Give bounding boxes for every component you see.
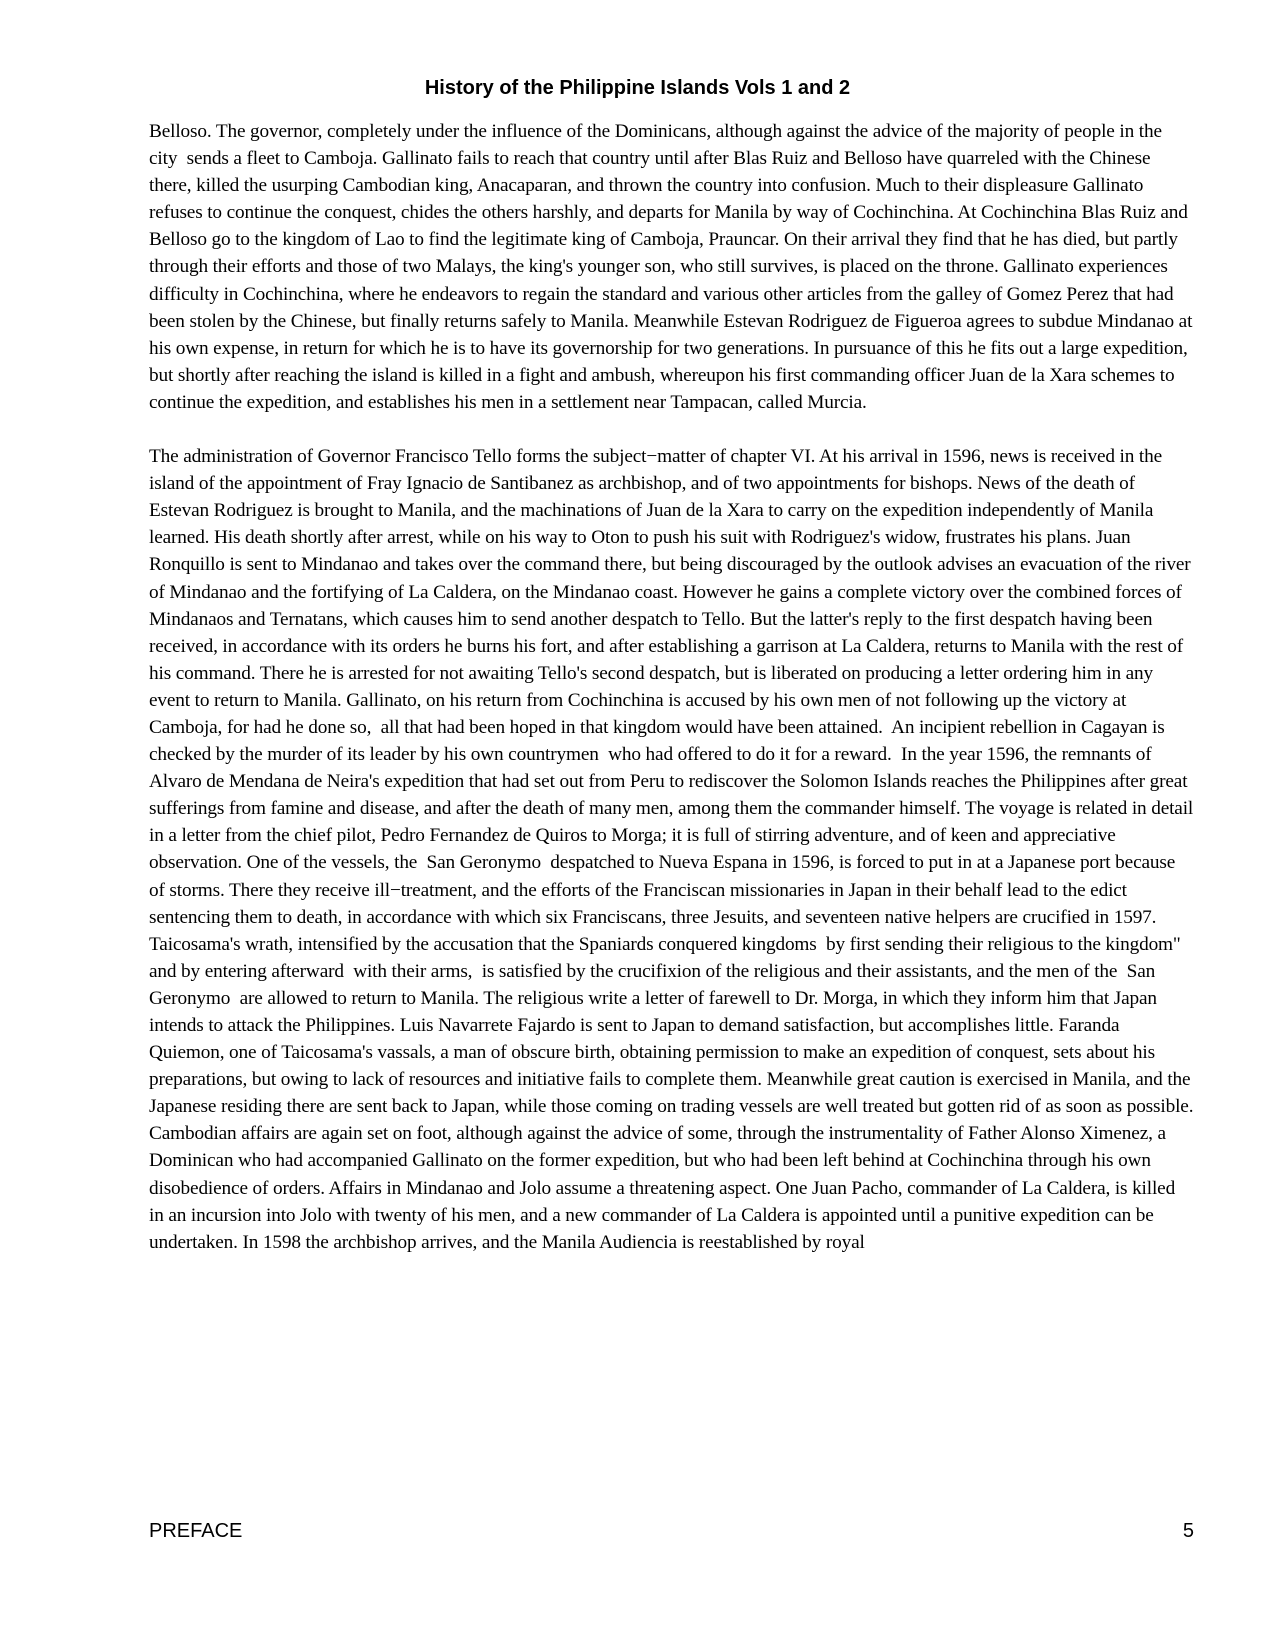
footer-section-label: PREFACE bbox=[149, 1520, 243, 1542]
paragraph-2: The administration of Governor Francisco Tello forms the subject−matter of chapter VI. At his arrival in 1596, news is received in the island of the appointment of Fray Ignacio de Santibanez as archbishop, and of two appointments for bishops. News of the death of Estevan Rodriguez is brought to Manila, and the machinations of Juan de la Xara to carry on the expedition independently of Manila learned. His death shortly after arrest, while on his way to Oton to push his suit with Rodriguez's widow, frustrates his plans. Juan Ronquillo is sent to Mindanao and takes over the command there, but being discouraged by the outlook advises an evacuation of the river of Mindanao and the fortifying of La Caldera, on the Mindanao coast. However he gains a complete victory over the combined forces of Mindanaos and Ternatans, which causes him to send another despatch to Tello. But the latter's reply to the first despatch having been received, in accordance with its orders he burns his fort, and after establishing a garrison at La Caldera, returns to Manila with the rest of his command. There he is arrested for not awaiting Tello's second despatch, but is liberated on producing a letter ordering him in any event to return to Manila. Gallinato, on his return from Cochinchina is accused by his own men of not following up the victory at Camboja, for had he done so, all that had been hoped in that kingdom would have been attained. An incipient rebellion in Cagayan is checked by the murder of its leader by his own countrymen who had offered to do it for a reward. In the year 1596, the remnants of Alvaro de Mendana de Neira's expedition that had set out from Peru to rediscover the Solomon Islands reaches the Philippines after great sufferings from famine and disease, and after the death of many men, among them the commander himself. The voyage is related in detail in a letter from the chief pilot, Pedro Fernandez de Quiros to Morga; it is full of stirring adventure, and of keen and appreciative observation. One of the vessels, the San Geronymo despatched to Nueva Espana in 1596, is forced to put in at a Japanese port because of storms. There they receive ill−treatment, and the efforts of the Franciscan missionaries in Japan in their behalf lead to the edict sentencing them to death, in accordance with which six Franciscans, three Jesuits, and seventeen native helpers are crucified in 1597. Taicosama's wrath, intensified by the accusation that the Spaniards conquered kingdoms by first sending their religious to the kingdom" and by entering afterward with their arms, is satisfied by the crucifixion of the religious and their assistants, and the men of the San Geronymo are allowed to return to Manila. The religious write a letter of farewell to Dr. Morga, in which they inform him that Japan intends to attack the Philippines. Luis Navarrete Fajardo is sent to Japan to demand satisfaction, but accomplishes little. Faranda Quiemon, one of Taicosama's vassals, a man of obscure birth, obtaining permission to make an expedition of conquest, sets about his preparations, but owing to lack of resources and initiative fails to complete them. Meanwhile great caution is exercised in Manila, and the Japanese residing there are sent back to Japan, while those coming on trading vessels are well treated but gotten rid of as soon as possible. Cambodian affairs are again set on foot, although against the advice of some, through the instrumentality of Father Alonso Ximenez, a Dominican who had accompanied Gallinato on the former expedition, but who had been left behind at Cochinchina through his own disobedience of orders. Affairs in Mindanao and Jolo assume a threatening aspect. One Juan Pacho, commander of La Caldera, is killed in an incursion into Jolo with twenty of his men, and a new commander of La Caldera is appointed until a punitive expedition can be undertaken. In 1598 the archbishop arrives, and the Manila Audiencia is reestablished by royal bbox=[149, 446, 1199, 1253]
page-footer bbox=[149, 1518, 1194, 1544]
footer-page-number: 5 bbox=[1182, 1520, 1194, 1542]
body-text bbox=[149, 118, 1199, 1256]
paragraph-1: Belloso. The governor, completely under the influence of the Dominicans, although against the advice of the majority of people in the city sends a fleet to Camboja. Gallinato fails to reach that country until after Blas Ruiz and Belloso have quarreled with the Chinese there, killed the usurping Cambodian king, Anacaparan, and thrown the country into confusion. Much to their displeasure Gallinato refuses to continue the conquest, chides the others harshly, and departs for Manila by way of Cochinchina. At Cochinchina Blas Ruiz and Belloso go to the kingdom of Lao to find the legitimate king of Camboja, Prauncar. On their arrival they find that he has died, but partly through their efforts and those of two Malays, the king's younger son, who still survives, is placed on the throne. Gallinato experiences difficulty in Cochinchina, where he endeavors to regain the standard and various other articles from the galley of Gomez Perez that had been stolen by the Chinese, but finally returns safely to Manila. Meanwhile Estevan Rodriguez de Figueroa agrees to subdue Mindanao at his own expense, in return for which he is to have its governorship for two generations. In pursuance of this he fits out a large expedition, but shortly after reaching the island is killed in a fight and ambush, whereupon his first commanding officer Juan de la Xara schemes to continue the expedition, and establishes his men in a settlement near Tampacan, called Murcia. bbox=[149, 121, 1197, 413]
running-header-title: History of the Philippine Islands Vols 1 and 2 bbox=[424, 77, 851, 99]
